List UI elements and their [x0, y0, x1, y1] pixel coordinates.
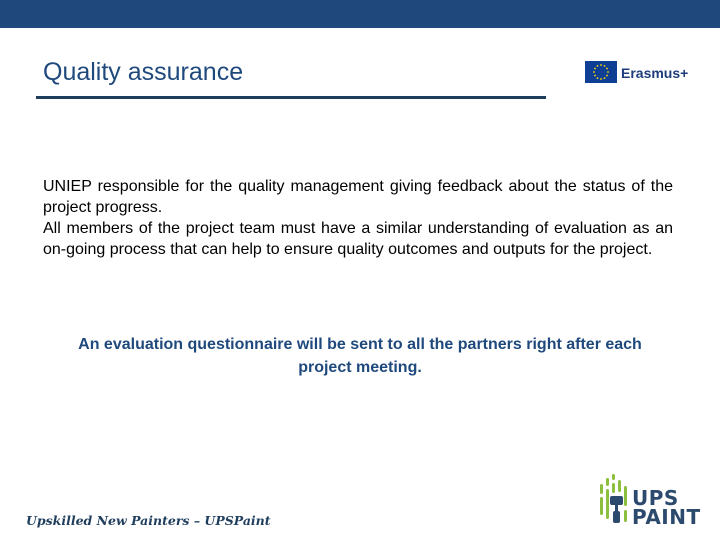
- top-bar: [0, 0, 720, 28]
- upspaint-logo: [598, 470, 701, 530]
- footer-project-name: Upskilled New Painters – UPSPaint: [26, 513, 271, 528]
- body-text: [43, 176, 673, 260]
- erasmus-plus-logo: [585, 61, 697, 85]
- paint-wordmark: PAINT: [632, 505, 701, 529]
- title-underline: [36, 96, 546, 99]
- eu-flag-icon: [585, 61, 617, 83]
- paragraph-quality-management: UNIEP responsible for the quality management giving feedback about the status of the project progress.: [43, 178, 673, 216]
- ups-wordmark: UPS: [632, 486, 679, 510]
- erasmus-wordmark: Erasmus+: [621, 65, 689, 81]
- page-title: Quality assurance: [43, 58, 244, 86]
- paint-roller-icon: [598, 470, 632, 528]
- paragraph-evaluation: All members of the project team must have a similar understanding of evaluation as an on-going process that can help to ensure quality outcomes and outputs for the project.: [43, 220, 673, 258]
- questionnaire-note: An evaluation questionnaire will be sent to all the partners right after each project meeting.: [78, 336, 642, 376]
